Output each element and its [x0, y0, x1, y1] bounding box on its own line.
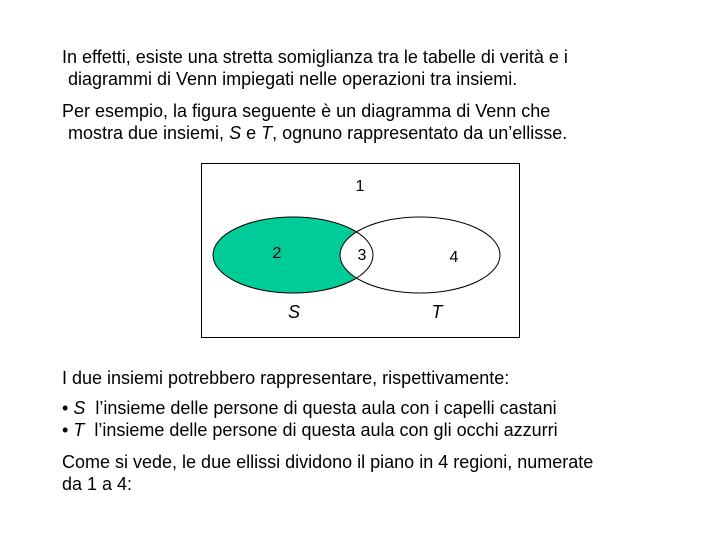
set-s-label: S [287, 302, 301, 322]
example-line-2 [62, 122, 682, 144]
bullet-set-s: S [73, 398, 86, 418]
bullet-list [62, 397, 682, 441]
region-1-label: 1 [355, 178, 365, 195]
region-2-label: 2 [272, 245, 282, 262]
example-line-1: Per esempio, la figura seguente è un diagramma di Venn che [62, 101, 551, 121]
conclusion-line-2: da 1 a 4: [62, 474, 133, 494]
bullet-marker: • [62, 398, 69, 418]
conclusion-paragraph [62, 451, 682, 495]
region-3-label: 3 [357, 247, 367, 264]
set-t-label: T [431, 302, 443, 322]
intro-line-1: In effetti, esiste una stretta somiglianza tra le tabelle di verità e i [62, 47, 568, 67]
bullet-item-t [62, 419, 682, 441]
example-text-a: mostra due insiemi, [68, 123, 230, 143]
example-text-b: e [241, 123, 262, 143]
region-4-label: 4 [449, 249, 459, 266]
intro-paragraph [62, 46, 682, 90]
sets-intro-paragraph: I due insiemi potrebbero rappresentare, rispettivamente: [62, 368, 510, 388]
bullet-item-s [62, 397, 682, 419]
bullet-text-s: l’insieme delle persone di questa aula con i capelli castani [95, 398, 557, 418]
intro-line-2: diagrammi di Venn impiegati nelle operazioni tra insiemi. [68, 69, 518, 89]
bullet-marker: • [62, 420, 69, 440]
example-set-s: S [229, 123, 242, 143]
example-paragraph [62, 100, 682, 144]
bullet-set-t: T [73, 420, 85, 440]
venn-diagram [201, 163, 521, 339]
example-text-c: , ognuno rappresentato da un’ellisse. [272, 123, 568, 143]
conclusion-line-1: Come si vede, le due ellissi dividono il piano in 4 regioni, numerate [62, 452, 594, 472]
example-set-t: T [261, 123, 273, 143]
bullet-text-t: l’insieme delle persone di questa aula con gli occhi azzurri [94, 420, 558, 440]
